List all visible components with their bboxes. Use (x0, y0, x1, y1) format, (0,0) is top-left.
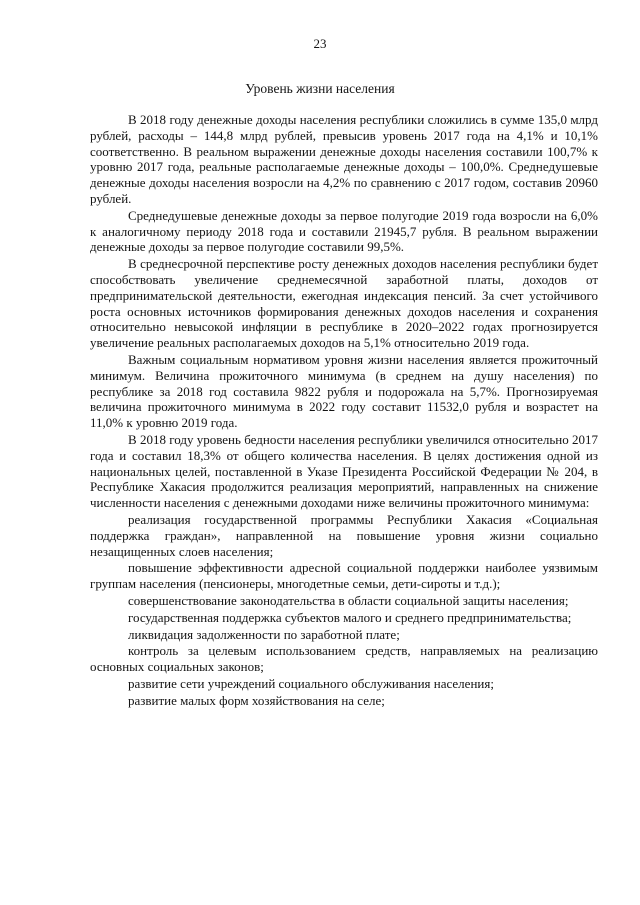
list-item-targeted-support: повышение эффективности адресной социальной поддержки наиболее уязвимым группам населения (пенсионеры, многодетные семьи, дети-сироты и т.д.); (90, 560, 598, 592)
list-item-state-program: реализация государственной программы Республики Хакасия «Социальная поддержка граждан», направленной на повышение уровня жизни социально незащищенных слоев населения; (90, 511, 598, 559)
paragraph-income-2019-h1: Среднедушевые денежные доходы за первое полугодие 2019 года возросли на 6,0% к аналогичному периоду 2018 года и составили 21945,7 рубля. В реальном выражении денежные доходы за первое полугодие составили 99,5%. (90, 207, 598, 255)
list-item-wage-arrears: ликвидация задолженности по заработной плате; (128, 626, 400, 642)
list-item-legislation: совершенствование законодательства в области социальной защиты населения; (128, 592, 569, 608)
document-body (90, 112, 598, 708)
page-number: 23 (313, 36, 327, 51)
list-item-funds-control: контроль за целевым использованием средств, направляемых на реализацию основных социальных законов; (90, 643, 598, 675)
section-heading: Уровень жизни населения (245, 81, 395, 96)
paragraph-poverty-level: В 2018 году уровень бедности населения республики увеличился относительно 2017 года и составил 18,3% от общего количества населения. В целях достижения одной из национальных целей, поставленной в Указе Президента Российской Федерации № 204, в Республике Хакасия продолжится реализация мероприятий, направленных на снижение численности населения с денежными доходами ниже величины прожиточного минимума: (90, 431, 598, 511)
list-item-rural-farming: развитие малых форм хозяйствования на селе; (128, 692, 385, 708)
paragraph-subsistence-minimum: Важным социальным нормативом уровня жизни населения является прожиточный минимум. Величина прожиточного минимума (в среднем на душу населения) по республике за 2018 год составила 9822 рубля и подорожала на 5,7%. Прогнозируемая величина прожиточного минимума в 2022 году составит 11532,0 рубля и возрастет на 11,0% к уровню 2019 года. (90, 351, 598, 431)
paragraph-income-2018: В 2018 году денежные доходы населения республики сложились в сумме 135,0 млрд рублей, расходы – 144,8 млрд рублей, превысив уровень 2017 года на 4,1% и 10,1% соответственно. В реальном выражении денежные доходы населения составили 100,7% к уровню 2017 года, реальные располагаемые денежные доходы – 100,0%. Среднедушевые денежные доходы населения возросли на 4,2% по сравнению с 2017 годом, составив 20960 рублей. (90, 112, 598, 206)
paragraph-medium-term-outlook: В среднесрочной перспективе росту денежных доходов населения республики будет способствовать увеличение среднемесячной заработной платы, доходов от предпринимательской деятельности, ежегодная индексация пенсий. За счет устойчивого роста основных источников формирования денежных доходов населения и сохранения относительно невысокой инфляции в республике в 2020–2022 годах прогнозируется увеличение реальных располагаемых доходов на 5,1% относительно 2019 года. (90, 256, 598, 351)
list-item-business-support: государственная поддержка субъектов малого и среднего предпринимательства; (128, 609, 572, 625)
list-item-social-services: развитие сети учреждений социального обслуживания населения; (128, 675, 494, 691)
